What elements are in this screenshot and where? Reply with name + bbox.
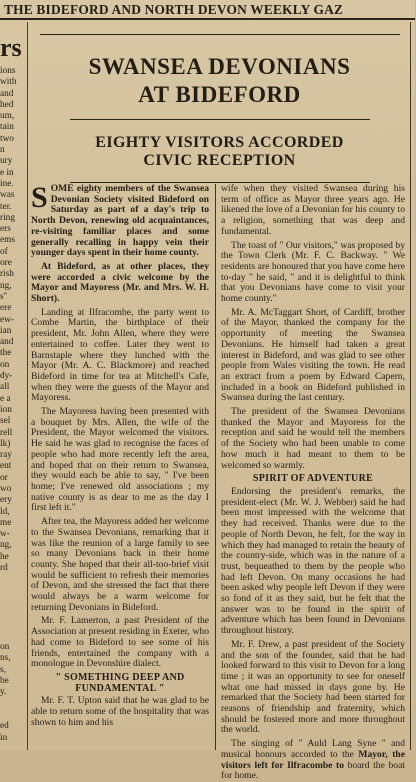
adjacent-fragment-line: ery (0, 495, 12, 506)
adjacent-fragment-line: sel (0, 416, 11, 427)
adjacent-fragment-line: um, (0, 111, 15, 122)
adjacent-fragment-line: rell (0, 427, 13, 438)
adjacent-fragment-line: ray (0, 450, 12, 461)
adjacent-fragment-line (0, 574, 27, 585)
adjacent-fragment-line: and (0, 337, 14, 348)
section-subheading: SPIRIT OF ADVENTURE (252, 473, 374, 485)
adjacent-fragment-line: ury (0, 156, 13, 167)
adjacent-fragment-line: ion (0, 404, 12, 415)
adjacent-fragment-line: rish (0, 269, 14, 280)
adjacent-fragment-line (0, 710, 27, 721)
subheadline-line-2: CIVIC RECEPTION (143, 152, 296, 169)
adjacent-fragment-line: s'' (0, 291, 7, 302)
paragraph: Mr. F. T. Upton said that he was glad to be able to return some of the hospitality that was shown to him and his (31, 695, 209, 728)
adjacent-text-fragments (0, 66, 27, 744)
adjacent-fragment-line: wo (0, 483, 12, 494)
paragraph: Mr. A. McTaggart Short, of Cardiff, brother of the Mayor, thanked the company for the opportunity of meeting the Swansea Devonians. He himself had taken a great interest in Bideford, and was glad to see other people from Wales visiting the town. He read an extract from a poem by Edward Capern, included in a book on Bideford published in Swansea during the last century. (221, 306, 405, 404)
article-body (31, 181, 408, 782)
adjacent-fragment-line: ine. (0, 178, 14, 189)
adjacent-fragment-line: in (0, 732, 8, 743)
adjacent-fragment-line: the (0, 348, 12, 359)
closing-text: The singing of " Auld Lang Syne " and musical honours accorded to the (221, 738, 405, 760)
paragraph: After tea, the Mayoress added her welcome to the Swansea Devonians, remarking that it was like the reunion of a large family to see so many Devonians back in their home county. She hoped that their all-too-brief visit would be sufficient to refresh their memories of Devon, and she stressed the fact that there would always be a warm welcome for returning Devonians in Bideford. (31, 516, 209, 613)
adjacent-fragment-line (0, 597, 27, 608)
drop-cap: S (31, 181, 48, 214)
adjacent-fragment-line: and (0, 88, 14, 99)
adjacent-fragment-line: ew- (0, 314, 14, 325)
adjacent-fragment-line (0, 699, 27, 710)
adjacent-fragment-line: ers (0, 224, 11, 235)
adjacent-fragment-line: on (0, 642, 10, 653)
closing-end-text: board the boat for home. (221, 759, 405, 782)
paragraph: The president of the Swansea Devonians thanked the Mayor and Mayoress for the reception and said he would tell the members of the Society who had been unable to come how much it had meant to them to be welcomed so warmly. (221, 406, 405, 471)
column-rule (215, 184, 216, 750)
paragraph: Endorsing the president's remarks, the president-elect (Mr. W. J. Webber) said he had been most impressed with the welcome that they had received. Thanks were due to the people of North Devon, he felt, for the way in which they had managed to retain the beauty of the country-side, which was in the nature of a trust, bequeathed to them by the people who had left Devon. On many occasions he had been asked why people left Devon if they were so fond of it as they said, but he felt that the answer was to be found in the spirit of adventure which has been found in Devonians throughout history. (221, 485, 405, 637)
adjacent-fragment-line: w- (0, 529, 10, 540)
paragraph: The Mayoress having been presented with a bouquet by Mrs. Allen, the wife of the President, the Mayor welcomed the visitors. He said he was glad to recognise the faces of people who had more recently left the area, and hoped that on their return to Swansea, they would each be able to say, " I've been home; I've renewed old associations ; my native county is as dear to me as the day I first left it." (31, 406, 209, 514)
article-column-2 (221, 183, 405, 782)
subheadline-line-1: EIGHTY VISITORS ACCORDED (95, 134, 344, 151)
adjacent-fragment-line: hed (0, 99, 14, 110)
adjacent-headline-fragment: rs (0, 33, 22, 62)
headline-bottom-rule (70, 119, 370, 120)
adjacent-fragment-line (0, 608, 27, 619)
section-subheading: " SOMETHING DEEP AND FUNDAMENTAL " (55, 671, 185, 694)
adjacent-fragment-line: ter. (0, 201, 12, 212)
adjacent-fragment-line: he (0, 551, 9, 562)
adjacent-fragment-line: with (0, 77, 17, 88)
headline (31, 53, 408, 109)
adjacent-fragment-line: or (0, 472, 8, 483)
adjacent-fragment-line: tain (0, 122, 14, 133)
paragraph: Landing at Ilfracombe, the party went to Combe Martin, the birthplace of their president, Mr. John Allen, where they were entertained to coffee. Later they went to Barnstaple where they lunched with the Mayor (Mr. A. C. Blackmore) and reached Bideford in time for tea at Mitchell's Cafe, when they were the guests of the Mayor and Mayoress. (31, 306, 209, 404)
adjacent-fragment-line: s, (0, 664, 6, 675)
paragraph: At Bideford, as at other places, they were accorded a civic welcome by the Mayor and Mayoress (Mr. and Mrs. W. H. Short). (31, 260, 209, 305)
adjacent-fragment-line: ems (0, 235, 15, 246)
masthead: THE BIDEFORD AND NORTH DEVON WEEKLY GAZ (0, 0, 415, 20)
adjacent-fragment-line (0, 586, 27, 597)
closing-paragraph (221, 739, 405, 782)
adjacent-fragment-line (0, 620, 27, 631)
paragraph: The toast of " Our visitors," was proposed by the Town Clerk (Mr. F. C. Backway. " We residents are honoured that you have come here to-day " he said, " and it is delightful to think that you Devonians have come to visit your home county." (221, 239, 405, 305)
adjacent-fragment-line: lk) (0, 438, 11, 449)
adjacent-fragment-line: two (0, 133, 14, 144)
adjacent-fragment-line: ld, (0, 506, 10, 517)
adjacent-fragment-line: ring (0, 212, 15, 223)
adjacent-fragment-line: ore (0, 258, 12, 269)
lead-paragraph (31, 181, 209, 259)
adjacent-fragment-line: ng, (0, 540, 12, 551)
paragraph: wife when they visited Swansea during his term of office as Mayor three years ago. He likened the love of a Devonian for his county to a religion, something that was deep and fundamental. (221, 183, 405, 237)
adjacent-fragment-line: ns, (0, 653, 11, 664)
adjacent-fragment-line: be (0, 676, 9, 687)
adjacent-fragment-line: all (0, 382, 10, 393)
adjacent-fragment-line: e a (0, 393, 11, 404)
adjacent-fragment-line: ere (0, 303, 12, 314)
adjacent-fragment-line: ian (0, 325, 12, 336)
adjacent-fragment-line: was (0, 190, 15, 201)
paragraph: Mr. F. Lamerton, a past President of the Association at present residing in Exeter, who had come to Bideford to see some of his friends, entertained the company with a monologue in Devonshire dialect. (31, 615, 209, 670)
closing-bold-text: Mayor, the visitors left for Ilfracombe to (221, 748, 405, 771)
headline-line-1: SWANSEA DEVONIANS (88, 54, 351, 79)
headline-top-rule (40, 34, 400, 35)
subheadline (31, 134, 408, 170)
adjacent-fragment-line: rd (0, 563, 8, 574)
paragraph: Mr. F. Drew, a past president of the Society and the son of the founder, said that he had looked forward to this visit to Devon for a long time ; it was an opportunity to see for oneself what one had missed in days gone by. He remarked that the Society had been started for reasons of friendship and fraternity, which should be fostered more and more throughout the world. (221, 638, 405, 736)
adjacent-fragment-line: e in (0, 167, 14, 178)
adjacent-fragment-line: ent (0, 461, 12, 472)
lead-text: OME eighty members of the Swansea Devonian Society visited Bideford on Saturday as part of a day's trip to North Devon, renewing old acquaintances, re-visiting familiar places and some generally recalling in happy vein their younger days spent in their home county. (31, 183, 209, 259)
adjacent-fragment-line: me (0, 517, 12, 528)
adjacent-fragment-line: n (0, 145, 5, 156)
adjacent-fragment-line: of (0, 246, 8, 257)
adjacent-fragment-line (0, 631, 27, 642)
adjacent-fragment-line: dy- (0, 371, 13, 382)
adjacent-fragment-line: y. (0, 687, 7, 698)
adjacent-fragment-line: ed (0, 721, 9, 732)
adjacent-fragment-line: ions (0, 66, 16, 76)
headline-line-2: AT BIDEFORD (138, 82, 301, 107)
right-column-edge (410, 22, 416, 750)
article-column-1 (31, 181, 209, 750)
adjacent-column-fragments (0, 22, 28, 750)
adjacent-fragment-line: ng, (0, 280, 12, 291)
article (31, 22, 408, 782)
adjacent-fragment-line: on (0, 359, 10, 370)
